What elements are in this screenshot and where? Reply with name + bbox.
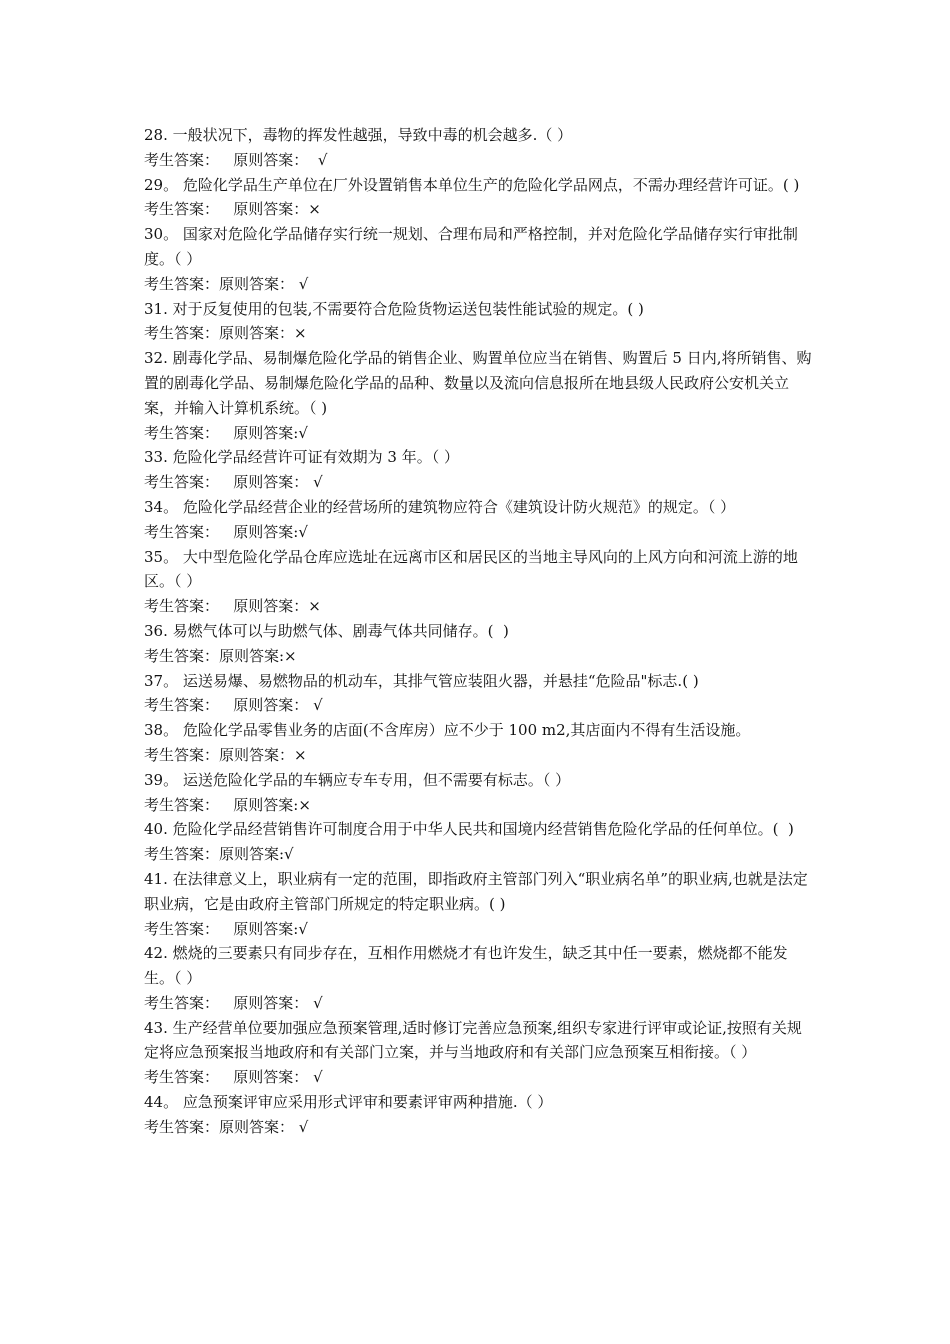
question-text: 28. 一般状况下，毒物的挥发性越强，导致中毒的机会越多.（ ）	[144, 126, 573, 144]
answer-line: 考生答案： 原则答案： √	[144, 150, 328, 169]
question-item	[144, 297, 812, 347]
question-item	[144, 817, 812, 867]
answer-line: 考生答案： 原则答案： √	[144, 993, 323, 1012]
question-list	[144, 123, 812, 1140]
question-item	[144, 346, 812, 445]
question-text: 36. 易燃气体可以与助燃气体、剧毒气体共同储存。( )	[144, 621, 509, 640]
answer-line: 考生答案：原则答案： √	[144, 1117, 309, 1136]
answer-line: 考生答案： 原则答案:√	[144, 919, 308, 938]
question-item	[144, 545, 812, 619]
question-text: 42. 燃烧的三要素只有同步存在，互相作用燃烧才有也许发生，缺乏其中任一要素，燃烧都不能发生。（ ）	[144, 944, 788, 988]
question-text: 34。 危险化学品经营企业的经营场所的建筑物应符合《建筑设计防火规范》的规定。（ ）	[144, 497, 736, 516]
answer-line: 考生答案： 原则答案:√	[144, 522, 308, 541]
question-text: 43. 生产经营单位要加强应急预案管理,适时修订完善应急预案,组织专家进行评审或论证,按照有关规定将应急预案报当地政府和有关部门立案，并与当地政府和有关部门应急预案互相衔接。（ ）	[144, 1018, 802, 1062]
question-item	[144, 619, 812, 669]
question-text: 41. 在法律意义上，职业病有一定的范围，即指政府主管部门列入“职业病名单”的职业病,也就是法定职业病，它是由政府主管部门所规定的特定职业病。( )	[144, 869, 808, 913]
answer-line: 考生答案： 原则答案： √	[144, 473, 323, 492]
answer-line: 考生答案：原则答案：×	[144, 745, 307, 764]
question-text: 44。 应急预案评审应采用形式评审和要素评审两种措施.（ ）	[144, 1093, 553, 1112]
answer-line: 考生答案：原则答案： √	[144, 274, 309, 293]
question-item	[144, 867, 812, 941]
question-item	[144, 1016, 812, 1090]
answer-line: 考生答案：原则答案:×	[144, 646, 297, 665]
question-item	[144, 445, 812, 495]
question-text: 30。 国家对危险化学品储存实行统一规划、合理布局和严格控制，并对危险化学品储存实行审批制度。（ ）	[144, 225, 798, 268]
question-item	[144, 495, 812, 545]
answer-line: 考生答案： 原则答案：×	[144, 597, 321, 616]
question-text: 33. 危险化学品经营许可证有效期为 3 年。（ ）	[144, 448, 459, 467]
question-item	[144, 1090, 812, 1140]
question-item	[144, 768, 812, 818]
question-item	[144, 718, 812, 768]
answer-line: 考生答案： 原则答案：×	[144, 200, 321, 219]
question-text: 39。 运送危险化学品的车辆应专车专用，但不需要有标志。（ ）	[144, 770, 571, 789]
question-item	[144, 222, 812, 296]
answer-line: 考生答案： 原则答案： √	[144, 1068, 323, 1087]
question-item	[144, 941, 812, 1015]
answer-line: 考生答案：原则答案：×	[144, 324, 307, 343]
answer-line: 考生答案：原则答案:√	[144, 845, 294, 864]
answer-line: 考生答案： 原则答案:√	[144, 423, 308, 442]
question-text: 32. 剧毒化学品、易制爆危险化学品的销售企业、购置单位应当在销售、购置后 5 日内,将所销售、购置的剧毒化学品、易制爆危险化学品的品种、数量以及流向信息报所在地县级人民政府公安机关立案，并输入计算机系统。（ )	[144, 349, 812, 417]
question-text: 29。 危险化学品生产单位在厂外设置销售本单位生产的危险化学品网点，不需办理经营许可证。( )	[144, 175, 800, 194]
question-text: 35。 大中型危险化学品仓库应选址在远离市区和居民区的当地主导风向的上风方向和河流上游的地区。（ ）	[144, 547, 798, 591]
question-item	[144, 123, 812, 173]
question-text: 37。 运送易爆、易燃物品的机动车，其排气管应装阻火器，并悬挂“危险品"标志.( )	[144, 671, 699, 690]
question-text: 31. 对于反复使用的包装,不需要符合危险货物运送包装性能试验的规定。( )	[144, 299, 644, 318]
question-text: 40. 危险化学品经营销售许可制度合用于中华人民共和国境内经营销售危险化学品的任何单位。( )	[144, 820, 794, 839]
answer-line: 考生答案： 原则答案： √	[144, 696, 323, 715]
question-text: 38。 危险化学品零售业务的店面(不含库房）应不少于 100 m2,其店面内不得有生活设施。	[144, 721, 751, 740]
question-item	[144, 173, 812, 223]
answer-line: 考生答案： 原则答案:×	[144, 795, 311, 814]
question-item	[144, 669, 812, 719]
